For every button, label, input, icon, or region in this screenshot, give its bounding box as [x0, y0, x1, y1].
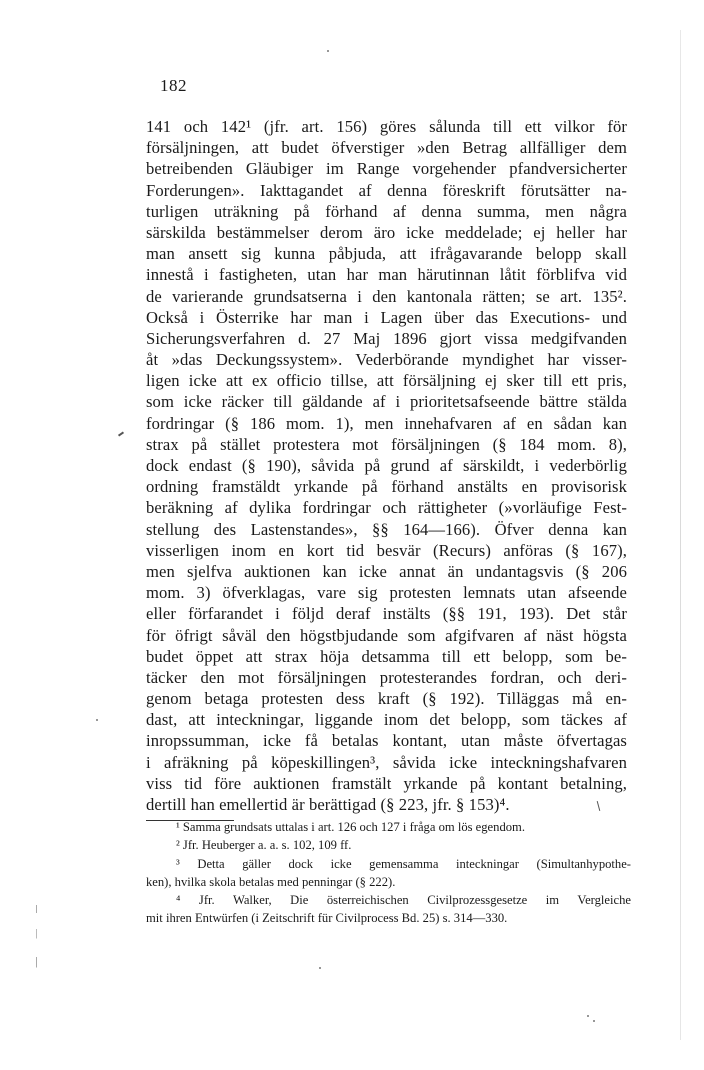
footnote-line: ken), hvilka skola betalas med penningar (§ 222).: [146, 874, 396, 889]
body-line: visserligen inom en kort tid besvär (Recurs) anföras (§ 167),: [146, 540, 627, 560]
body-line: Forderungen». Iakttagandet af denna föreskrift förutsätter na-: [146, 180, 627, 200]
scan-dot: [319, 967, 321, 969]
scan-dot: [587, 1015, 589, 1017]
body-line: dock endast (§ 190), såvida på grund af särskildt, i vederbörlig: [146, 456, 627, 475]
footnote-line: ¹ Samma grundsats uttalas i art. 126 och 127 i fråga om lös egendom.: [176, 820, 525, 834]
body-line: budet öppet att strax höja detsamma till ett belopp, som be-: [146, 646, 627, 666]
body-line: för öfrigt såväl den högstbjudande som afgifvaren af näst högsta: [146, 625, 627, 645]
body-line: inropssumman, icke få betalas kontant, utan måste öfvertagas: [146, 731, 627, 751]
body-line: försäljningen, att budet öfverstiger »den Betrag allfälliger dem: [146, 138, 627, 158]
scan-dot: [593, 1020, 595, 1022]
body-text: [146, 116, 627, 815]
footnotes: [146, 818, 631, 928]
footnote-line: ³ Detta gäller dock icke gemensamma inteckningar (Simultanhypothe-: [176, 856, 631, 871]
body-line: dertill han emellertid är berättigad (§ 223, jfr. § 153)⁴.: [146, 795, 510, 814]
footnote-line: ² Jfr. Heuberger a. a. s. 102, 109 ff.: [176, 838, 352, 853]
body-line: i afräkning på köpeskillingen³, såvida icke inteckningshafvaren: [146, 752, 627, 772]
body-line: de varierande grundsatserna i den kantonala rätten; se art. 135².: [146, 286, 627, 306]
scan-dot: [96, 719, 98, 721]
body-line: betreibenden Gläubiger im Range vorgehender pfandversicherter: [146, 159, 627, 179]
footnote-line: mit ihren Entwürfen (i Zeitschrift für Civilprocess Bd. 25) s. 314—330.: [146, 911, 508, 926]
body-line: turligen uträkning på förhand af denna summa, men några: [146, 201, 627, 221]
body-line: mom. 3) öfverklagas, vare sig protesten lemnats utan afseende: [146, 583, 627, 603]
body-line: Sicherungsverfahren d. 27 Maj 1896 gjort vissa medgifvanden: [146, 328, 627, 348]
body-line: täcker den mot försäljningen protesterandes fordran, och deri-: [146, 667, 627, 687]
page-number: 182: [160, 76, 187, 95]
body-line: eller förfarandet i följd deraf instälts (§§ 191, 193). Det står: [146, 604, 627, 624]
body-line: fordringar (§ 186 mom. 1), men innehafvaren af en sådan kan: [146, 413, 627, 433]
body-line: särskilda bestämmelser derom äro icke meddelade; ej heller har: [146, 222, 627, 242]
body-line: dast, att inteckningar, liggande inom det belopp, som täckes af: [146, 710, 627, 730]
left-margin-specks: [36, 905, 37, 985]
body-line: genom betaga protesten dess kraft (§ 192). Tilläggas må en-: [146, 689, 627, 709]
body-line: åt »das Deckungssystem». Vederbörande myndighet har visser-: [146, 350, 627, 370]
body-line: beräkning af dylika fordringar och rättigheter (»vorläufige Fest-: [146, 498, 627, 518]
body-line: men sjelfva auktionen kan icke annat än undantagsvis (§ 206: [146, 561, 627, 581]
page-right-edge-line: [680, 30, 681, 1040]
scan-dot: [327, 50, 329, 52]
body-line: innestå i fastigheten, utan har man härutinnan låtit förblifva vid: [146, 265, 627, 285]
body-line: stellung des Lastenstandes», §§ 164—166). Öfver denna kan: [146, 519, 627, 539]
body-line: 141 och 142¹ (jfr. art. 156) göres sålunda till ett vilkor för: [146, 117, 627, 136]
body-line: ordning framstäldt yrkande på förhand anstälts en provisorisk: [146, 477, 627, 497]
body-line: ligen icke att ex officio tillse, att försäljning ej sker till ett pris,: [146, 371, 627, 391]
body-line: viss tid före auktionen framstält yrkande på kontant betalning,: [146, 773, 627, 793]
body-line: som icke räcker till gäldande af i prioritetsafseende bättre stälda: [146, 392, 627, 412]
footnote-line: ⁴ Jfr. Walker, Die österreichischen Civilprozessgesetze im Vergleiche: [176, 893, 631, 908]
body-line: man ansett sig kunna påbjuda, att ifrågavarande belopp skall: [146, 244, 627, 264]
body-line: strax på stället protestera mot försäljningen (§ 184 mom. 8),: [146, 434, 627, 454]
body-line: Också i Österrike har man i Lagen über das Executions- und: [146, 307, 627, 327]
margin-pencil-mark: [118, 431, 124, 436]
